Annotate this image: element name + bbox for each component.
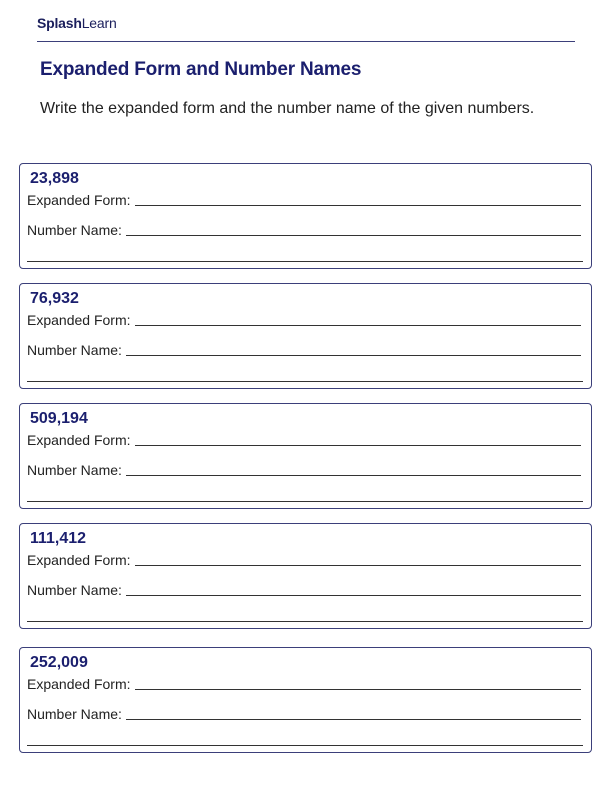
expanded-form-label: Expanded Form: bbox=[27, 676, 131, 692]
expanded-form-answer-line[interactable] bbox=[135, 688, 582, 690]
number-name-row bbox=[27, 582, 581, 598]
number-name-row bbox=[27, 706, 581, 722]
number-name-label: Number Name: bbox=[27, 582, 122, 598]
number-name-answer-line[interactable] bbox=[126, 474, 581, 476]
number-name-continuation-line[interactable] bbox=[27, 745, 583, 746]
header-divider bbox=[37, 41, 575, 42]
problem-box bbox=[19, 523, 592, 629]
number-name-answer-line[interactable] bbox=[126, 354, 581, 356]
problem-number: 76,932 bbox=[30, 290, 79, 307]
problem-box bbox=[19, 403, 592, 509]
problem-box bbox=[19, 283, 592, 389]
splashlearn-logo bbox=[37, 15, 117, 31]
number-name-label: Number Name: bbox=[27, 222, 122, 238]
number-name-continuation-line[interactable] bbox=[27, 621, 583, 622]
expanded-form-answer-line[interactable] bbox=[135, 204, 582, 206]
expanded-form-row bbox=[27, 312, 581, 328]
number-name-answer-line[interactable] bbox=[126, 234, 581, 236]
number-name-label: Number Name: bbox=[27, 706, 122, 722]
expanded-form-label: Expanded Form: bbox=[27, 192, 131, 208]
page-title: Expanded Form and Number Names bbox=[40, 59, 362, 80]
expanded-form-row bbox=[27, 432, 581, 448]
number-name-continuation-line[interactable] bbox=[27, 261, 583, 262]
expanded-form-label: Expanded Form: bbox=[27, 432, 131, 448]
number-name-answer-line[interactable] bbox=[126, 594, 581, 596]
problem-number: 509,194 bbox=[30, 410, 88, 427]
expanded-form-answer-line[interactable] bbox=[135, 324, 582, 326]
instructions: Write the expanded form and the number name of the given numbers. bbox=[40, 100, 535, 117]
problem-number: 252,009 bbox=[30, 654, 88, 671]
problem-number: 111,412 bbox=[30, 530, 87, 547]
brand-splash: Splash bbox=[37, 15, 82, 31]
expanded-form-label: Expanded Form: bbox=[27, 552, 131, 568]
number-name-continuation-line[interactable] bbox=[27, 501, 583, 502]
number-name-label: Number Name: bbox=[27, 462, 122, 478]
problem-box bbox=[19, 163, 592, 269]
expanded-form-answer-line[interactable] bbox=[135, 444, 582, 446]
problem-box bbox=[19, 647, 592, 753]
expanded-form-answer-line[interactable] bbox=[135, 564, 582, 566]
number-name-row bbox=[27, 222, 581, 238]
number-name-row bbox=[27, 462, 581, 478]
expanded-form-row bbox=[27, 552, 581, 568]
expanded-form-label: Expanded Form: bbox=[27, 312, 131, 328]
number-name-row bbox=[27, 342, 581, 358]
brand-learn: Learn bbox=[81, 15, 117, 31]
expanded-form-row bbox=[27, 676, 581, 692]
number-name-continuation-line[interactable] bbox=[27, 381, 583, 382]
problem-number: 23,898 bbox=[30, 170, 79, 187]
number-name-label: Number Name: bbox=[27, 342, 122, 358]
number-name-answer-line[interactable] bbox=[126, 718, 581, 720]
expanded-form-row bbox=[27, 192, 581, 208]
